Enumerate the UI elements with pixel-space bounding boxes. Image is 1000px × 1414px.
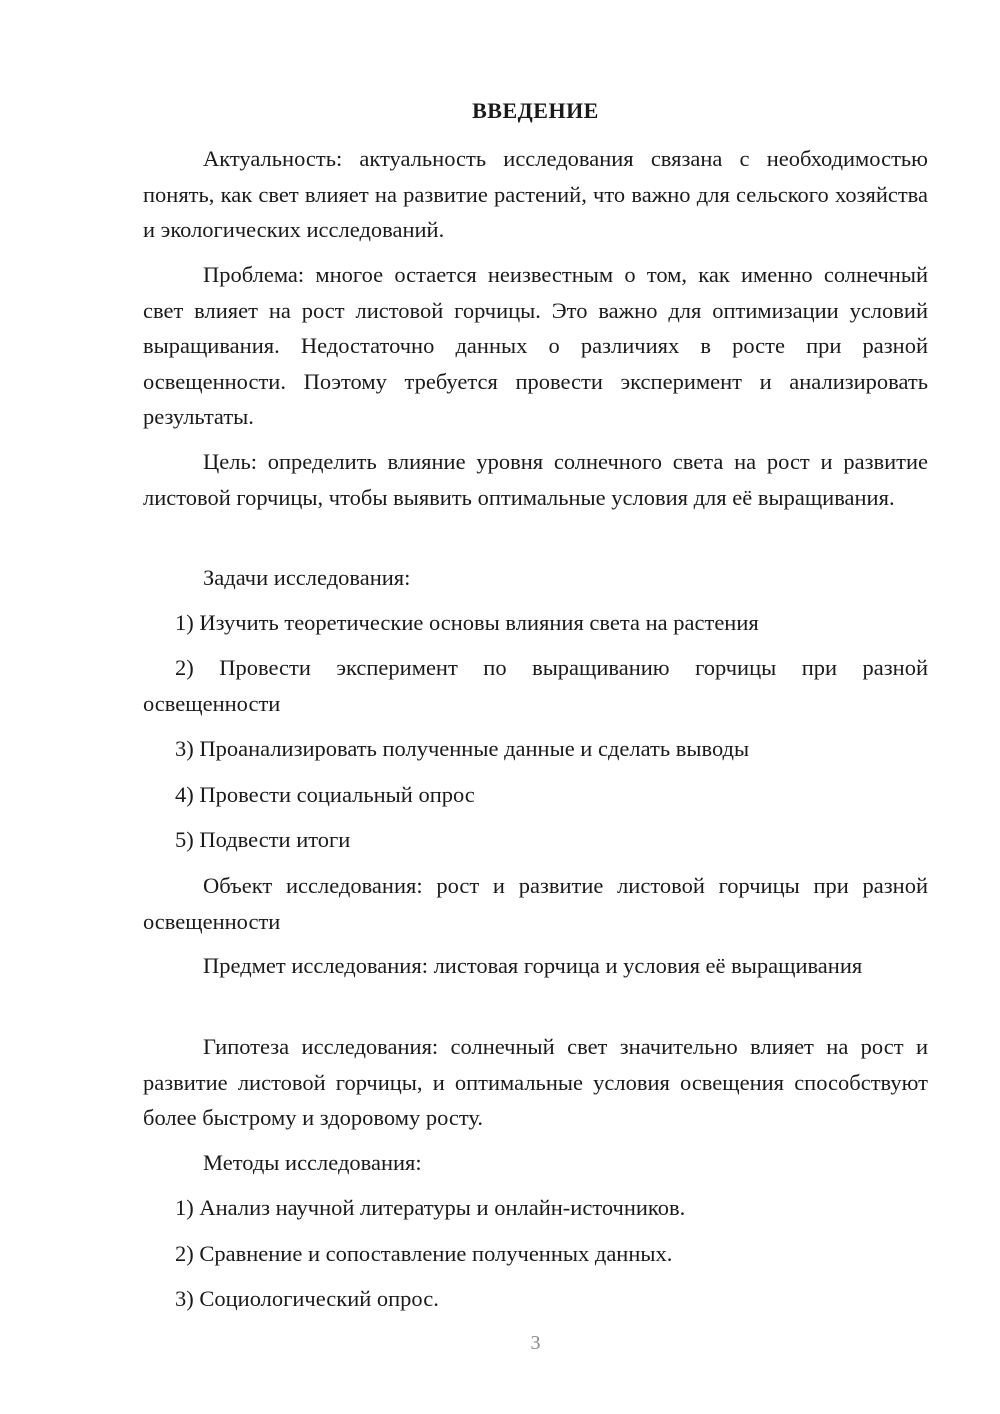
task-item: 5) Подвести итоги	[175, 827, 351, 852]
task-item: 2) Провести эксперимент по выращиванию горчицы при разной освещенности	[143, 655, 928, 716]
task-item: 1) Изучить теоретические основы влияния света на растения	[175, 610, 759, 635]
object-paragraph: Объект исследования: рост и развитие листовой горчицы при разной освещенности	[143, 873, 928, 934]
tasks-heading: Задачи исследования:	[203, 565, 411, 590]
method-item: 3) Социологический опрос.	[175, 1286, 439, 1311]
goal-paragraph: Цель: определить влияние уровня солнечного света на рост и развитие листовой горчицы, чтобы выявить оптимальные условия для её выращивания.	[143, 449, 928, 510]
relevance-paragraph: Актуальность: актуальность исследования связана с необходимостью понять, как свет влияет на развитие растений, что важно для сельского хозяйства и экологических исследований.	[143, 146, 928, 242]
page-title: ВВЕДЕНИЕ	[472, 98, 599, 123]
problem-paragraph: Проблема: многое остается неизвестным о том, как именно солнечный свет влияет на рост листовой горчицы. Это важно для оптимизации условий выращивания. Недостаточно данных о различиях в росте при разной освещенности. Поэтому требуется провести эксперимент и анализировать результаты.	[143, 262, 928, 429]
method-item: 2) Сравнение и сопоставление полученных данных.	[175, 1241, 673, 1266]
method-item: 1) Анализ научной литературы и онлайн-источников.	[175, 1195, 686, 1220]
document-page	[143, 0, 928, 1414]
task-item: 3) Проанализировать полученные данные и сделать выводы	[175, 736, 750, 761]
page-number: 3	[530, 1332, 541, 1354]
subject-paragraph: Предмет исследования: листовая горчица и условия её выращивания	[203, 953, 863, 978]
task-item: 4) Провести социальный опрос	[175, 782, 475, 807]
hypothesis-paragraph: Гипотеза исследования: солнечный свет значительно влияет на рост и развитие листовой горчицы, и оптимальные условия освещения способствуют более быстрому и здоровому росту.	[143, 1034, 928, 1130]
methods-heading: Методы исследования:	[203, 1150, 422, 1175]
